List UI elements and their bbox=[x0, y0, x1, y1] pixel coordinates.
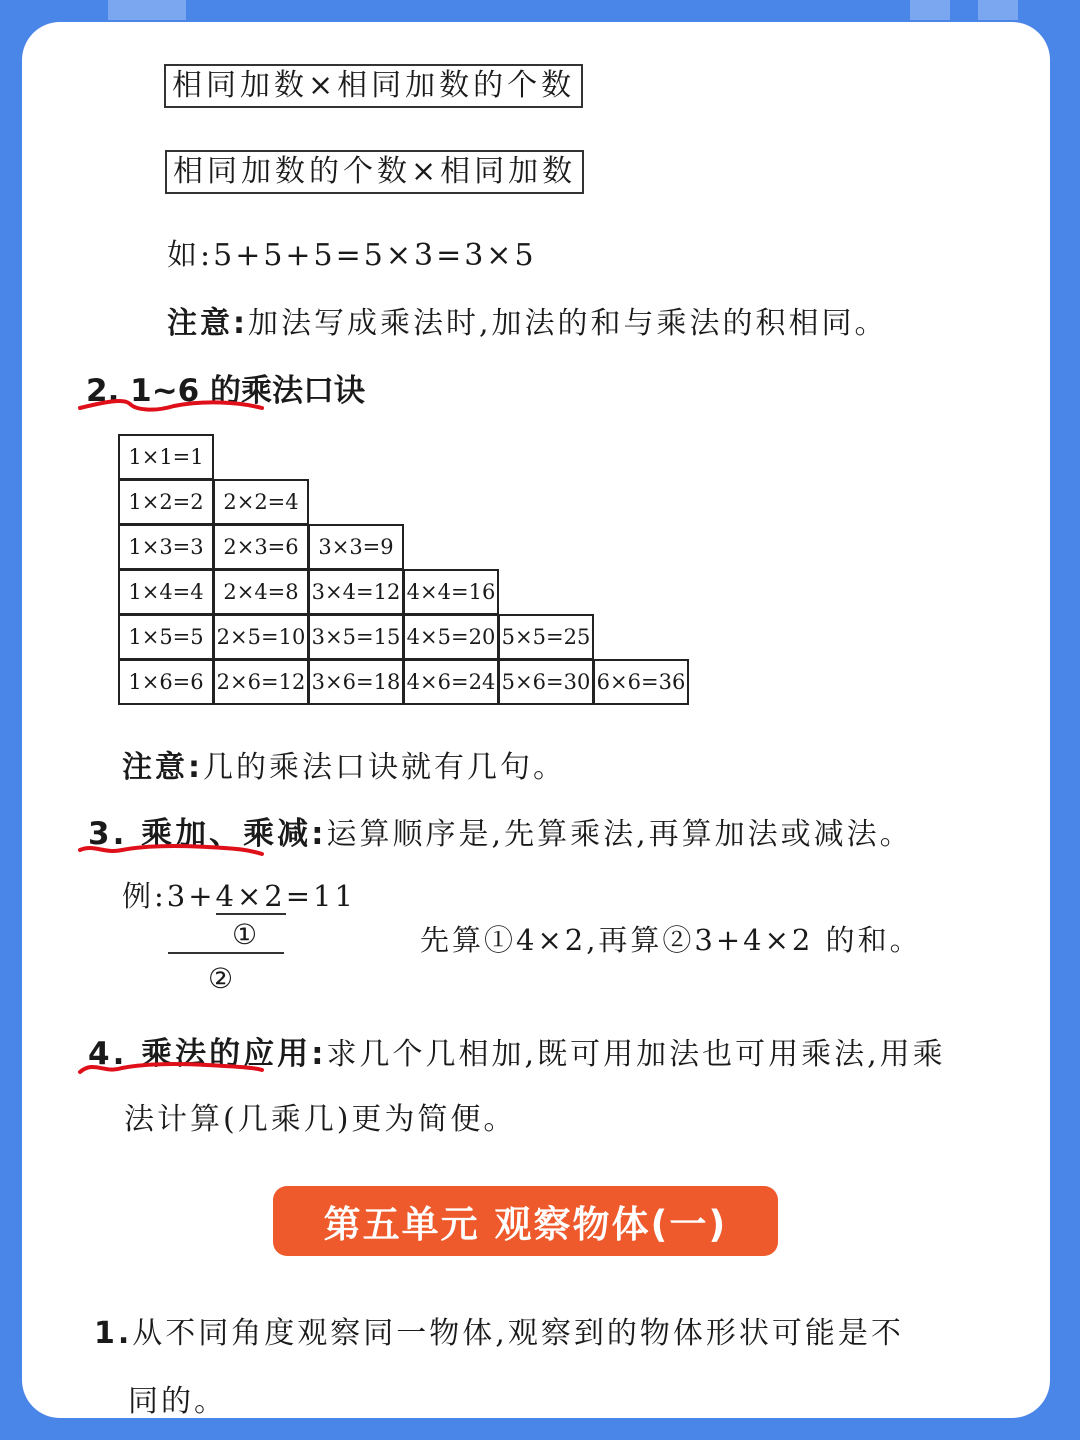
table-cell: 3×4=12 bbox=[308, 569, 404, 615]
note-text: 加法写成乘法时,加法的和与乘法的积相同。 bbox=[248, 306, 888, 341]
section-3-text: 运算顺序是,先算乘法,再算加法或减法。 bbox=[326, 817, 913, 852]
example-explain: 先算①4×2,再算②3+4×2 的和。 bbox=[420, 923, 922, 957]
item-text: 从不同角度观察同一物体,观察到的物体形状可能是不 bbox=[132, 1316, 904, 1351]
example-3 bbox=[122, 874, 356, 915]
section-4-text: 求几个几相加,既可用加法也可用乘法,用乘 bbox=[326, 1037, 946, 1072]
top-decor-right-2 bbox=[978, 0, 1018, 20]
red-underline-3 bbox=[74, 834, 274, 864]
table-cell: 5×5=25 bbox=[498, 614, 594, 660]
note-label: 注意: bbox=[167, 306, 248, 341]
table-cell: 4×5=20 bbox=[403, 614, 499, 660]
table-cell: 2×3=6 bbox=[213, 524, 309, 570]
table-cell: 2×2=4 bbox=[213, 479, 309, 525]
table-cell: 6×6=36 bbox=[593, 659, 689, 705]
note-label: 注意: bbox=[122, 750, 203, 785]
table-cell: 1×4=4 bbox=[118, 569, 214, 615]
red-underline-2 bbox=[74, 390, 274, 420]
example-line: 如:5+5+5=5×3=3×5 bbox=[167, 238, 537, 273]
item-number: 1. bbox=[94, 1316, 133, 1351]
step-1-marker: ① bbox=[232, 918, 258, 951]
unit-5-item-1-cont: 同的。 bbox=[128, 1384, 227, 1418]
red-underline-4 bbox=[74, 1052, 274, 1082]
table-cell: 1×3=3 bbox=[118, 524, 214, 570]
table-cell: 4×4=16 bbox=[403, 569, 499, 615]
top-decor-right-1 bbox=[910, 0, 950, 20]
document-card bbox=[22, 22, 1050, 1418]
example-expr-c: =11 bbox=[285, 879, 356, 913]
example-expr-b: 4×2 bbox=[215, 879, 286, 913]
section-3-heading: 3. 乘加、乘减: bbox=[88, 816, 327, 852]
table-cell: 2×6=12 bbox=[213, 659, 309, 705]
formula-box-2: 相同加数的个数×相同加数 bbox=[165, 150, 584, 194]
table-cell: 1×5=5 bbox=[118, 614, 214, 660]
example-label: 例: bbox=[122, 879, 167, 913]
note-1 bbox=[167, 298, 888, 342]
unit-5-item-1 bbox=[94, 1308, 904, 1352]
example-expr-a: 3+ bbox=[166, 879, 216, 913]
table-cell: 3×5=15 bbox=[308, 614, 404, 660]
table-cell: 2×5=10 bbox=[213, 614, 309, 660]
formula-box-1: 相同加数×相同加数的个数 bbox=[164, 64, 583, 108]
table-cell: 1×6=6 bbox=[118, 659, 214, 705]
table-cell: 1×2=2 bbox=[118, 479, 214, 525]
step-bracket-line bbox=[168, 952, 284, 954]
section-4-heading: 4. 乘法的应用: bbox=[88, 1036, 327, 1072]
table-cell: 4×6=24 bbox=[403, 659, 499, 705]
section-2-heading: 2. 1~6 的乘法口诀 bbox=[86, 373, 366, 409]
table-cell: 1×1=1 bbox=[118, 434, 214, 480]
multiplication-table bbox=[118, 434, 690, 708]
unit-5-banner: 第五单元 观察物体(一) bbox=[273, 1186, 778, 1256]
table-cell: 3×6=18 bbox=[308, 659, 404, 705]
top-decor-left bbox=[108, 0, 186, 20]
table-cell: 3×3=9 bbox=[308, 524, 404, 570]
table-cell: 5×6=30 bbox=[498, 659, 594, 705]
note-2 bbox=[122, 742, 566, 786]
step-2-marker: ② bbox=[208, 962, 234, 995]
section-4-line2: 法计算(几乘几)更为简便。 bbox=[124, 1102, 517, 1137]
table-cell: 2×4=8 bbox=[213, 569, 309, 615]
note-text: 几的乘法口诀就有几句。 bbox=[203, 750, 566, 785]
